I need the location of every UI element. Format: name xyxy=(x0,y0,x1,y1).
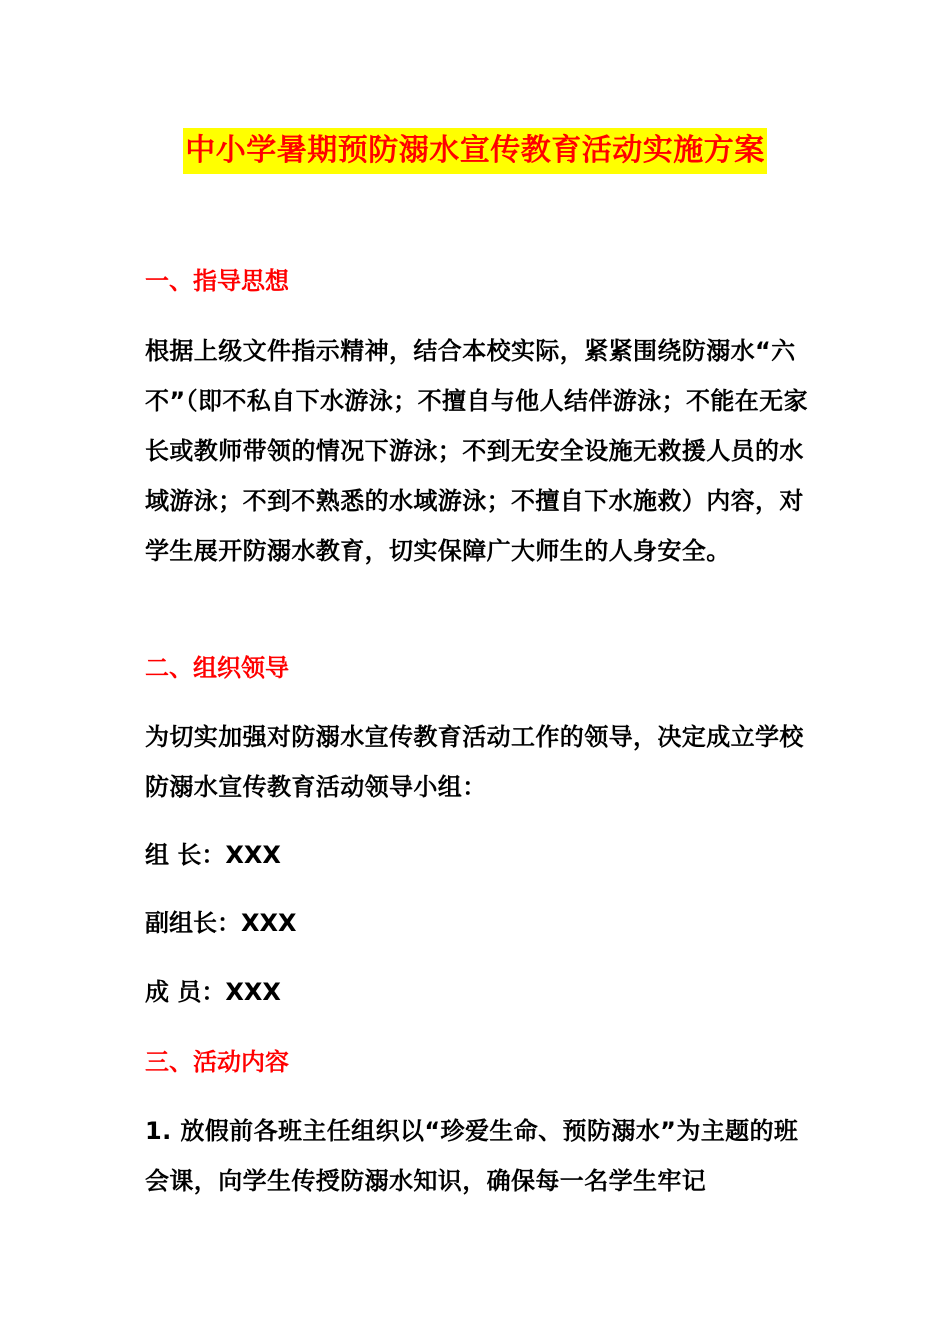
member-line-leader: 组 长：XXX xyxy=(145,841,281,869)
section-heading-organization: 二、组织领导 xyxy=(145,654,289,682)
section-paragraph-activity-content: 1. 放假前各班主任组织以“珍爱生命、预防溺水”为主题的班会课，向学生传授防溺水知识，确保每一名学生牢记 xyxy=(145,1117,799,1195)
section-heading-guiding-ideology: 一、指导思想 xyxy=(145,267,289,295)
member-line-members: 成 员：XXX xyxy=(145,978,281,1006)
title-wrapper xyxy=(0,128,950,174)
member-line-deputy-leader: 副组长：XXX xyxy=(145,909,297,937)
document-title: 中小学暑期预防溺水宣传教育活动实施方案 xyxy=(183,128,767,174)
section-heading-activity-content: 三、活动内容 xyxy=(145,1048,289,1076)
section-paragraph-organization: 为切实加强对防溺水宣传教育活动工作的领导，决定成立学校防溺水宣传教育活动领导小组： xyxy=(145,723,804,801)
section-paragraph-guiding-ideology: 根据上级文件指示精神，结合本校实际，紧紧围绕防溺水“六不”（即不私自下水游泳；不擅自与他人结伴游泳；不能在无家长或教师带领的情况下游泳；不到无安全设施无救援人员的水域游泳；不到不熟悉的水域游泳；不擅自下水施救）内容，对学生展开防溺水教育，切实保障广大师生的人身安全。 xyxy=(145,337,808,565)
